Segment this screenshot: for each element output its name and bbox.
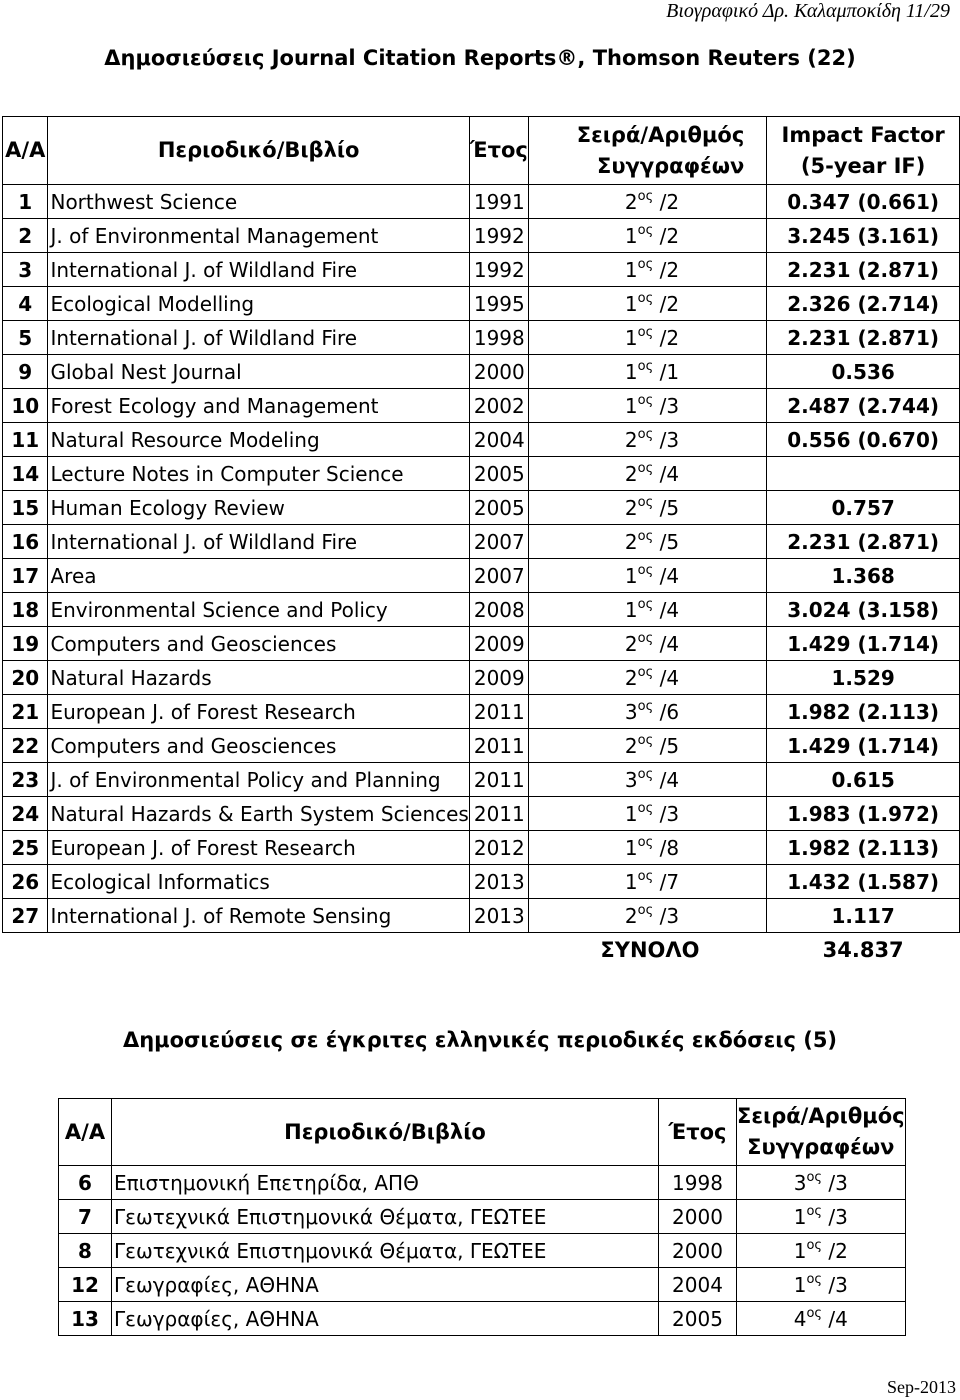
col-header-order-line1: Σειρά/Αριθμός [737,1104,905,1128]
ordinal-suffix: ος [637,460,654,476]
table-row [3,797,960,831]
publication-year: 2007 [469,559,528,593]
ordinal-suffix: ος [637,562,654,578]
table-row [3,593,960,627]
publication-year: 2005 [659,1302,737,1336]
impact-factor: 2.231 (2.871) [767,253,960,287]
author-position: 1 [793,1238,807,1263]
author-order-cell [528,253,766,287]
impact-factor: 0.757 [767,491,960,525]
impact-factor: 2.231 (2.871) [767,321,960,355]
total-value: 34.837 [822,937,904,962]
author-position: 1 [624,835,638,860]
table-row [59,1166,906,1200]
author-order-cell [528,219,766,253]
row-number: 13 [59,1302,112,1336]
impact-factor: 1.432 (1.587) [767,865,960,899]
col-header-order-line1: Σειρά/Αριθμός [576,122,745,147]
impact-factor: 3.245 (3.161) [767,219,960,253]
ordinal-suffix: ος [637,494,654,510]
publication-year: 2000 [659,1234,737,1268]
journal-name: Human Ecology Review [48,491,469,525]
ordinal-suffix: ος [637,596,654,612]
journal-name: J. of Environmental Management [48,219,469,253]
author-position: 1 [793,1272,807,1297]
table-row [3,457,960,491]
publication-year: 2011 [469,729,528,763]
ordinal-suffix: ος [637,528,654,544]
row-number: 24 [3,797,48,831]
impact-factor: 1.982 (2.113) [767,695,960,729]
journal-name: European J. of Forest Research [48,695,469,729]
publication-year: 1992 [469,253,528,287]
table-row [3,389,960,423]
impact-factor: 2.326 (2.714) [767,287,960,321]
author-order-cell [528,559,766,593]
author-position: 1 [624,223,638,248]
table-row [3,559,960,593]
journal-name: Computers and Geosciences [48,627,469,661]
impact-factor: 1.982 (2.113) [767,831,960,865]
author-order-cell [737,1200,906,1234]
ordinal-suffix: ος [806,1203,823,1219]
author-total: /2 [659,291,680,316]
col-header-order-line2: Συγγραφέων [597,153,745,178]
journal-name: European J. of Forest Research [48,831,469,865]
author-total: /3 [828,1204,848,1229]
impact-factor: 2.231 (2.871) [767,525,960,559]
ordinal-suffix: ος [637,698,654,714]
jcr-publications-table [2,116,960,966]
author-order-cell [528,899,766,933]
journal-name: Environmental Science and Policy [48,593,469,627]
table-row [3,729,960,763]
page-header-info: Βιογραφικό Δρ. Καλαμποκίδη 11/29 [666,0,950,22]
table-row [3,355,960,389]
total-label: ΣΥΝΟΛΟ [600,937,700,962]
ordinal-suffix: ος [806,1169,823,1185]
author-order-cell [528,457,766,491]
table-row [3,321,960,355]
ordinal-suffix: ος [637,766,654,782]
journal-name: J. of Environmental Policy and Planning [48,763,469,797]
author-order-cell [528,831,766,865]
author-total: /3 [659,801,680,826]
col-header-year: Έτος [469,117,528,185]
row-number: 16 [3,525,48,559]
impact-factor: 1.368 [767,559,960,593]
author-total: /4 [659,563,680,588]
ordinal-suffix: ος [637,324,654,340]
author-total: /4 [659,461,680,486]
journal-name: Γεωγραφίες, ΑΘΗΝΑ [112,1302,659,1336]
ordinal-suffix: ος [637,664,654,680]
author-total: /3 [659,903,680,928]
ordinal-suffix: ος [637,732,654,748]
author-total: /3 [828,1170,848,1195]
col-header-aa: Α/Α [59,1099,112,1166]
author-position: 2 [624,631,638,656]
table-header-row [59,1099,906,1166]
journal-name: Ecological Informatics [48,865,469,899]
impact-factor: 0.347 (0.661) [767,185,960,219]
table-row [3,831,960,865]
section-title-jcr: Δημοσιεύσεις Journal Citation Reports®, Thomson Reuters (22) [104,46,856,70]
author-total: /8 [659,835,680,860]
row-number: 20 [3,661,48,695]
author-position: 1 [624,563,638,588]
footer-date: Sep-2013 [887,1377,956,1397]
ordinal-suffix: ος [637,222,654,238]
ordinal-suffix: ος [637,800,654,816]
author-order-cell [528,763,766,797]
author-position: 4 [793,1306,807,1331]
impact-factor: 0.536 [767,355,960,389]
row-number: 27 [3,899,48,933]
author-order-cell [528,287,766,321]
impact-factor: 1.117 [767,899,960,933]
row-number: 8 [59,1234,112,1268]
publication-year: 2011 [469,763,528,797]
journal-name: Area [48,559,469,593]
table-row [3,287,960,321]
author-total: /5 [659,495,680,520]
publication-year: 2011 [469,695,528,729]
author-order-cell [528,695,766,729]
table-row [59,1302,906,1336]
author-total: /4 [828,1306,848,1331]
author-order-cell [528,627,766,661]
author-position: 3 [624,767,638,792]
journal-name: Computers and Geosciences [48,729,469,763]
publication-year: 2012 [469,831,528,865]
impact-factor: 0.556 (0.670) [767,423,960,457]
table-row [3,695,960,729]
ordinal-suffix: ος [637,834,654,850]
row-number: 4 [3,287,48,321]
author-position: 3 [624,699,638,724]
table-row [3,423,960,457]
publication-year: 1991 [469,185,528,219]
journal-name: International J. of Wildland Fire [48,253,469,287]
journal-name: Natural Hazards & Earth System Sciences [48,797,469,831]
table-row [3,899,960,933]
journal-name: Forest Ecology and Management [48,389,469,423]
author-position: 1 [624,393,638,418]
author-order-cell [528,389,766,423]
ordinal-suffix: ος [637,358,654,374]
row-number: 1 [3,185,48,219]
col-header-author-order [528,117,766,185]
publication-year: 2009 [469,627,528,661]
author-position: 2 [624,189,638,214]
ordinal-suffix: ος [637,290,654,306]
impact-factor: 1.983 (1.972) [767,797,960,831]
author-order-cell [528,525,766,559]
ordinal-suffix: ος [637,426,654,442]
row-number: 3 [3,253,48,287]
col-header-order-line2: Συγγραφέων [747,1135,895,1159]
publication-year: 2002 [469,389,528,423]
ordinal-suffix: ος [637,630,654,646]
impact-factor [767,457,960,491]
impact-factor: 1.429 (1.714) [767,729,960,763]
col-header-impact-factor [767,117,960,185]
author-position: 1 [624,325,638,350]
author-position: 1 [624,869,638,894]
ordinal-suffix: ος [637,392,654,408]
journal-name: Northwest Science [48,185,469,219]
greek-publications-table [58,1098,906,1336]
table-row [59,1234,906,1268]
journal-name: Γεωτεχνικά Επιστημονικά Θέματα, ΓΕΩΤΕΕ [112,1234,659,1268]
journal-name: International J. of Wildland Fire [48,525,469,559]
impact-factor: 3.024 (3.158) [767,593,960,627]
table-row [3,219,960,253]
row-number: 7 [59,1200,112,1234]
author-position: 3 [793,1170,807,1195]
author-total: /7 [659,869,680,894]
author-position: 1 [624,597,638,622]
author-total: /2 [659,189,680,214]
publication-year: 2009 [469,661,528,695]
author-total: /2 [659,223,680,248]
author-order-cell [528,729,766,763]
row-number: 9 [3,355,48,389]
col-header-journal: Περιοδικό/Βιβλίο [112,1099,659,1166]
publication-year: 1992 [469,219,528,253]
author-order-cell [528,423,766,457]
author-total: /3 [828,1272,848,1297]
row-number: 6 [59,1166,112,1200]
row-number: 18 [3,593,48,627]
row-number: 10 [3,389,48,423]
journal-name: Επιστημονική Επετηρίδα, ΑΠΘ [112,1166,659,1200]
table-row [3,865,960,899]
ordinal-suffix: ος [806,1271,823,1287]
author-position: 1 [793,1204,807,1229]
publication-year: 2004 [469,423,528,457]
author-total: /4 [659,631,680,656]
impact-factor: 1.429 (1.714) [767,627,960,661]
journal-name: International J. of Wildland Fire [48,321,469,355]
table-header-row [3,117,960,185]
row-number: 14 [3,457,48,491]
row-number: 11 [3,423,48,457]
author-position: 2 [624,665,638,690]
author-position: 1 [624,359,638,384]
author-order-cell [528,321,766,355]
row-number: 15 [3,491,48,525]
author-order-cell [737,1302,906,1336]
author-order-cell [528,593,766,627]
author-position: 2 [624,733,638,758]
author-position: 2 [624,529,638,554]
impact-factor: 0.615 [767,763,960,797]
author-total: /3 [659,393,680,418]
table-row [3,253,960,287]
col-header-aa: Α/Α [3,117,48,185]
table-row [3,525,960,559]
author-position: 1 [624,801,638,826]
author-total: /2 [659,257,680,282]
publication-year: 2004 [659,1268,737,1302]
row-number: 25 [3,831,48,865]
ordinal-suffix: ος [806,1305,823,1321]
row-number: 17 [3,559,48,593]
author-total: /4 [659,597,680,622]
publication-year: 2000 [469,355,528,389]
publication-year: 2013 [469,899,528,933]
col-header-journal: Περιοδικό/Βιβλίο [48,117,469,185]
author-order-cell [528,355,766,389]
col-header-year: Έτος [659,1099,737,1166]
author-total: /3 [659,427,680,452]
section-title-greek: Δημοσιεύσεις σε έγκριτες ελληνικές περιοδικές εκδόσεις (5) [122,1028,838,1052]
journal-name: Natural Resource Modeling [48,423,469,457]
publication-year: 1995 [469,287,528,321]
author-order-cell [528,491,766,525]
publication-year: 1998 [469,321,528,355]
ordinal-suffix: ος [637,256,654,272]
author-total: /5 [659,733,680,758]
author-order-cell [737,1268,906,1302]
publication-year: 2005 [469,457,528,491]
publication-year: 2011 [469,797,528,831]
author-position: 2 [624,461,638,486]
journal-name: Global Nest Journal [48,355,469,389]
author-order-cell [528,185,766,219]
impact-factor: 2.487 (2.744) [767,389,960,423]
row-number: 2 [3,219,48,253]
col-header-if-line1: Impact Factor [781,122,945,147]
row-number: 5 [3,321,48,355]
publication-year: 2013 [469,865,528,899]
row-number: 19 [3,627,48,661]
table-row [3,627,960,661]
col-header-if-line2: (5-year IF) [800,153,926,178]
impact-factor: 1.529 [767,661,960,695]
journal-name: Γεωτεχνικά Επιστημονικά Θέματα, ΓΕΩΤΕΕ [112,1200,659,1234]
total-row [3,933,960,967]
author-total: /2 [828,1238,848,1263]
author-total: /6 [659,699,680,724]
publication-year: 2008 [469,593,528,627]
journal-name: Lecture Notes in Computer Science [48,457,469,491]
row-number: 23 [3,763,48,797]
author-position: 1 [624,291,638,316]
author-order-cell [528,865,766,899]
publication-year: 2000 [659,1200,737,1234]
author-position: 1 [624,257,638,282]
author-total: /2 [659,325,680,350]
table-row [3,185,960,219]
author-order-cell [737,1166,906,1200]
author-order-cell [737,1234,906,1268]
row-number: 22 [3,729,48,763]
ordinal-suffix: ος [637,868,654,884]
table-row [59,1268,906,1302]
author-position: 2 [624,427,638,452]
author-total: /1 [659,359,680,384]
ordinal-suffix: ος [806,1237,823,1253]
author-order-cell [528,661,766,695]
author-total: /4 [659,665,680,690]
table-row [59,1200,906,1234]
table-row [3,661,960,695]
journal-name: Γεωγραφίες, ΑΘΗΝΑ [112,1268,659,1302]
table-row [3,491,960,525]
author-total: /4 [659,767,680,792]
author-order-cell [528,797,766,831]
ordinal-suffix: ος [637,902,654,918]
row-number: 21 [3,695,48,729]
table-row [3,763,960,797]
author-position: 2 [624,495,638,520]
col-header-author-order [737,1099,906,1166]
author-total: /5 [659,529,680,554]
journal-name: Ecological Modelling [48,287,469,321]
ordinal-suffix: ος [637,188,654,204]
journal-name: Natural Hazards [48,661,469,695]
publication-year: 1998 [659,1166,737,1200]
row-number: 12 [59,1268,112,1302]
publication-year: 2007 [469,525,528,559]
publication-year: 2005 [469,491,528,525]
row-number: 26 [3,865,48,899]
author-position: 2 [624,903,638,928]
journal-name: International J. of Remote Sensing [48,899,469,933]
